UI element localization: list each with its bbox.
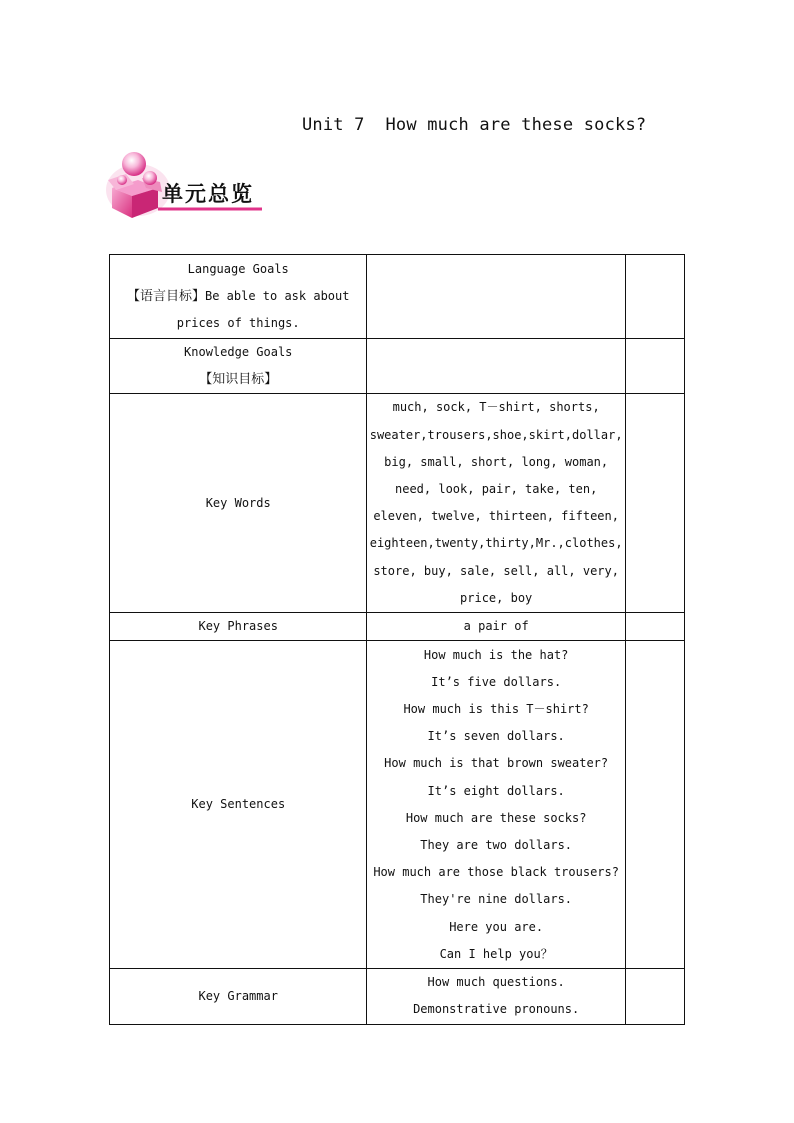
key-words-content-cell <box>367 394 625 613</box>
key-sentence-line: How much is this T－shirt? <box>403 701 589 716</box>
key-word-line: eleven, twelve, thirteen, fifteen, <box>373 509 619 524</box>
key-sentence-line: How much is that brown sweater? <box>384 756 609 771</box>
table-row-key-sentences <box>110 641 685 969</box>
knowledge-goals-label: Knowledge Goals <box>184 345 293 359</box>
knowledge-goals-content-cell <box>367 339 625 394</box>
language-goals-label: Language Goals <box>187 261 289 276</box>
key-grammar-content-cell <box>367 969 625 1024</box>
page-title: Unit 7 How much are these socks? <box>302 115 647 135</box>
language-goals-cn-tag: 【语言目标】 <box>126 288 205 304</box>
language-goals-desc-line2: prices of things. <box>176 316 300 331</box>
key-word-line: sweater,trousers,shoe,skirt,dollar, <box>369 427 623 442</box>
key-sentence-line: Can I help you？ <box>439 946 553 961</box>
language-goals-extra-cell <box>625 255 684 339</box>
key-sentence-line: Here you are. <box>449 919 544 934</box>
key-sentence-line: It’s five dollars. <box>431 674 562 689</box>
key-grammar-label: Key Grammar <box>110 969 367 1024</box>
section-banner <box>104 150 264 220</box>
key-sentences-extra-cell <box>625 641 684 969</box>
table-row-knowledge-goals <box>110 339 685 394</box>
key-words-label: Key Words <box>110 394 367 613</box>
key-sentence-line: They're nine dollars. <box>420 892 573 907</box>
key-sentence-line: It’s seven dollars. <box>427 729 565 744</box>
knowledge-goals-extra-cell <box>625 339 684 394</box>
key-words-extra-cell <box>625 394 684 613</box>
key-word-line: big, small, short, long, woman, <box>384 454 609 469</box>
key-phrases-label: Key Phrases <box>110 613 367 641</box>
key-sentence-line: How much are these socks? <box>405 810 587 825</box>
key-word-line: store, buy, sale, sell, all, very, <box>373 563 619 578</box>
key-word-line: need, look, pair, take, ten, <box>395 482 598 497</box>
key-grammar-extra-cell <box>625 969 684 1024</box>
key-word-line: price, boy <box>460 590 533 605</box>
key-sentences-content-cell <box>367 641 625 969</box>
key-phrases-value: a pair of <box>367 613 625 641</box>
language-goals-content-cell <box>367 255 625 339</box>
table-row-key-words <box>110 394 685 613</box>
key-sentence-line: How much are those black trousers? <box>373 865 619 880</box>
key-word-line: eighteen,twenty,thirty,Mr.,clothes, <box>369 536 623 551</box>
table-row-language-goals <box>110 255 685 339</box>
section-banner-label: 单元总览 <box>162 182 254 206</box>
key-grammar-line: How much questions. <box>427 975 565 990</box>
key-word-line: much, sock, T－shirt, shorts, <box>392 400 600 415</box>
key-grammar-line: Demonstrative pronouns. <box>413 1002 580 1017</box>
table-row-key-grammar <box>110 969 685 1024</box>
language-goals-text: Be able to ask about <box>204 288 350 303</box>
language-goals-label-cell <box>110 255 367 339</box>
unit-overview-table <box>109 254 685 1025</box>
knowledge-goals-cn-tag: 【知识目标】 <box>199 372 278 388</box>
knowledge-goals-label-cell <box>110 339 367 394</box>
key-sentence-line: It’s eight dollars. <box>427 783 565 798</box>
key-sentence-line: How much is the hat? <box>423 647 569 662</box>
key-phrases-extra-cell <box>625 613 684 641</box>
key-sentence-line: They are two dollars. <box>420 837 573 852</box>
table-row-key-phrases <box>110 613 685 641</box>
key-sentences-label: Key Sentences <box>110 641 367 969</box>
language-goals-desc-line1 <box>110 283 366 310</box>
